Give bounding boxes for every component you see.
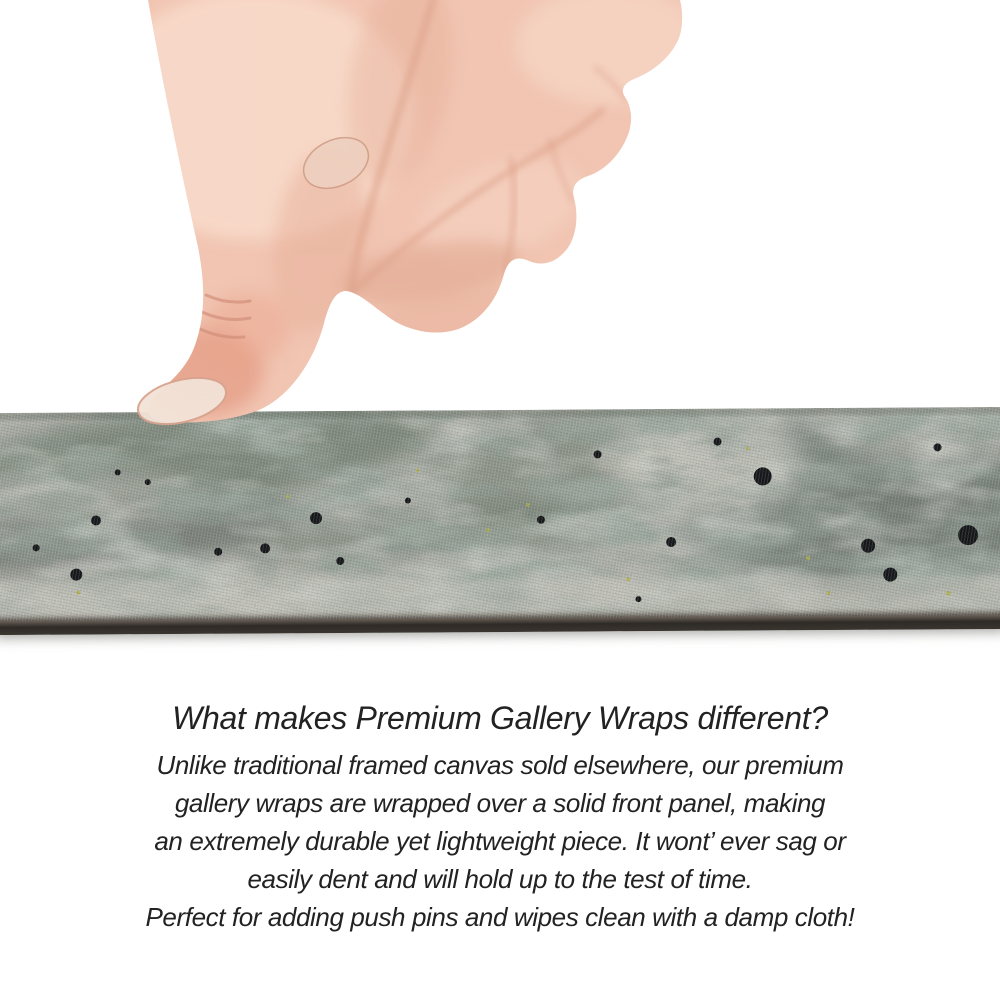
canvas-strip bbox=[0, 407, 1000, 635]
canvas-texture bbox=[0, 407, 1000, 635]
info-block bbox=[0, 700, 1000, 936]
info-line-1: Unlike traditional framed canvas sold elsewhere, our premium bbox=[156, 750, 844, 780]
info-heading: What makes Premium Gallery Wraps different? bbox=[172, 700, 828, 736]
hand-pressing-thumb bbox=[0, 0, 1000, 430]
info-line-5: Perfect for adding push pins and wipes clean with a damp cloth! bbox=[145, 902, 855, 932]
info-line-3: an extremely durable yet lightweight piece. It wont’ ever sag or bbox=[154, 826, 846, 856]
info-line-2: gallery wraps are wrapped over a solid front panel, making bbox=[174, 788, 826, 818]
info-line-4: easily dent and will hold up to the test of time. bbox=[247, 864, 753, 894]
